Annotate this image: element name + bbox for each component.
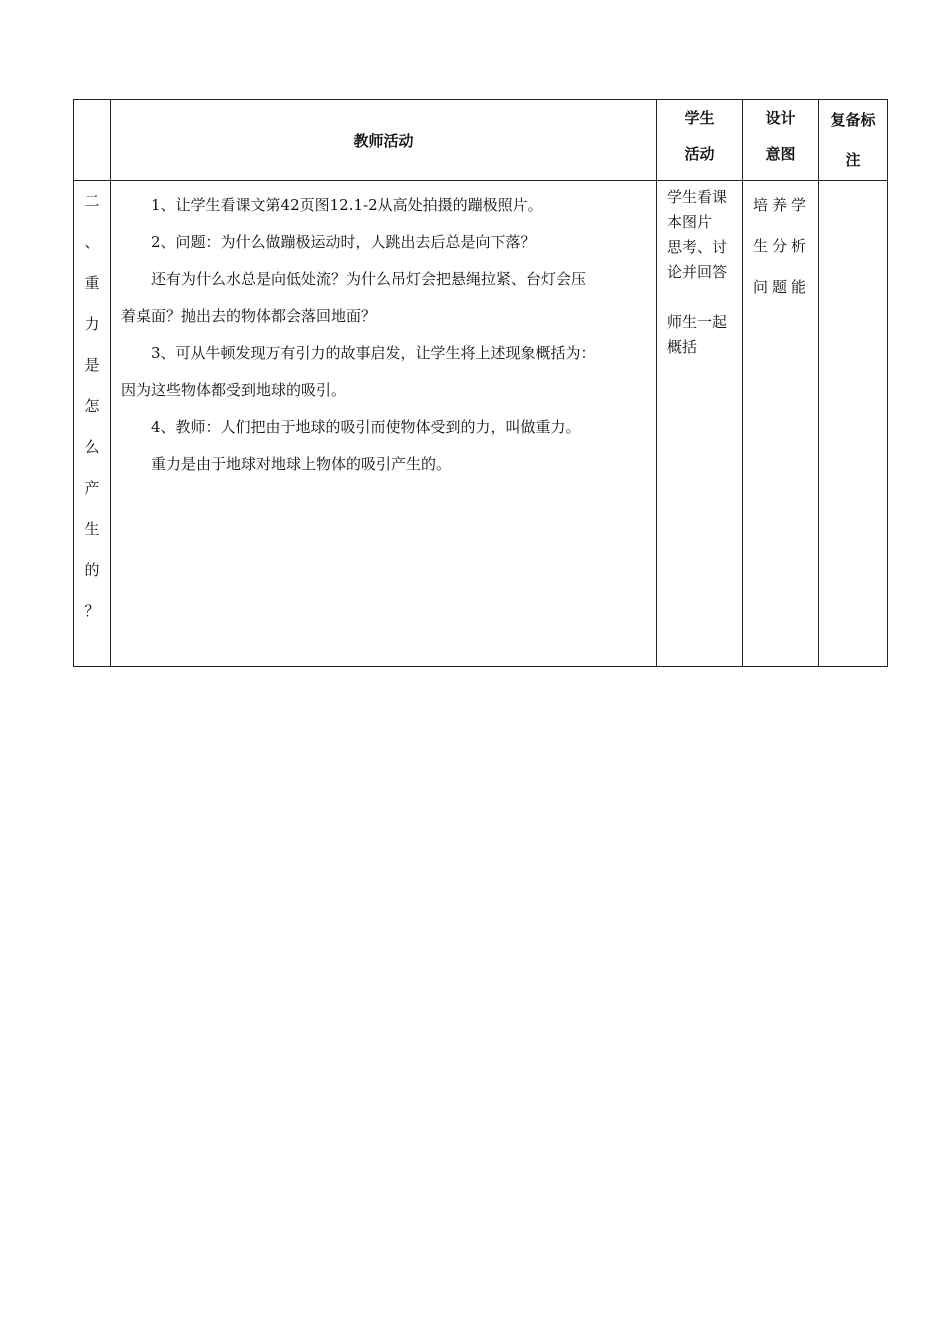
header-student-line1: 学生 bbox=[684, 109, 715, 127]
teacher-paragraph: 3、可从牛顿发现万有引力的故事启发，让学生将上述现象概括为： bbox=[151, 344, 596, 362]
teacher-paragraph: 1、让学生看课文第42页图12.1-2从高处拍摄的蹦极照片。 bbox=[151, 196, 543, 214]
header-notes bbox=[819, 100, 888, 181]
student-activity-line: 本图片 bbox=[667, 213, 713, 231]
teacher-paragraph: 着桌面？抛出去的物体都会落回地面？ bbox=[121, 307, 377, 325]
student-activity-line: 思考、讨 bbox=[667, 238, 728, 256]
teacher-paragraph: 因为这些物体都受到地球的吸引。 bbox=[121, 381, 347, 399]
section-title-char: 重 bbox=[84, 274, 100, 292]
section-title-char: 产 bbox=[84, 479, 100, 497]
teacher-paragraph: 还有为什么水总是向低处流？为什么吊灯会把悬绳拉紧、台灯会压 bbox=[151, 270, 587, 288]
design-intent-line: 生分析 bbox=[753, 237, 811, 255]
header-student-activity bbox=[657, 100, 743, 181]
section-title-char: ？ bbox=[84, 602, 100, 620]
teacher-paragraph: 4、教师：人们把由于地球的吸引而使物体受到的力，叫做重力。 bbox=[151, 418, 581, 436]
table-body-row bbox=[74, 181, 888, 667]
student-activity-line: 论并回答 bbox=[667, 263, 728, 281]
student-activity-line: 概括 bbox=[667, 338, 698, 356]
header-teacher-activity bbox=[111, 100, 657, 181]
student-activity-cell bbox=[657, 181, 743, 667]
header-notes-line1: 复备标 bbox=[830, 111, 876, 129]
table-header-row bbox=[74, 100, 888, 181]
header-design-line1: 设计 bbox=[765, 109, 796, 127]
section-title-char: 么 bbox=[84, 438, 100, 456]
student-activity-line: 学生看课 bbox=[667, 188, 728, 206]
header-blank-cell bbox=[74, 100, 111, 181]
notes-cell bbox=[819, 181, 888, 667]
design-intent-line: 培养学 bbox=[753, 196, 811, 214]
teacher-paragraph: 2、问题：为什么做蹦极运动时，人跳出去后总是向下落？ bbox=[151, 233, 536, 251]
header-notes-line2: 注 bbox=[845, 151, 861, 169]
section-title-char: 的 bbox=[84, 561, 100, 579]
section-title-char: 生 bbox=[84, 520, 100, 538]
design-intent-cell bbox=[743, 181, 819, 667]
student-activity-line bbox=[667, 285, 736, 310]
lesson-plan-table bbox=[73, 99, 888, 667]
section-title-char: 怎 bbox=[84, 397, 100, 415]
section-title-char: 、 bbox=[84, 233, 100, 251]
teacher-paragraph: 重力是由于地球对地球上物体的吸引产生的。 bbox=[151, 455, 452, 473]
design-intent-line: 问题能 bbox=[753, 278, 811, 296]
section-title-char: 是 bbox=[84, 356, 100, 374]
header-design-intent bbox=[743, 100, 819, 181]
header-design-line2: 意图 bbox=[765, 145, 796, 163]
section-title-cell bbox=[74, 181, 111, 667]
section-title-char: 二 bbox=[84, 192, 100, 210]
header-teacher-label: 教师活动 bbox=[353, 131, 414, 150]
student-activity-line: 师生一起 bbox=[667, 313, 728, 331]
section-title-char: 力 bbox=[84, 315, 100, 333]
header-student-line2: 活动 bbox=[684, 145, 715, 163]
teacher-activity-cell bbox=[111, 181, 657, 667]
